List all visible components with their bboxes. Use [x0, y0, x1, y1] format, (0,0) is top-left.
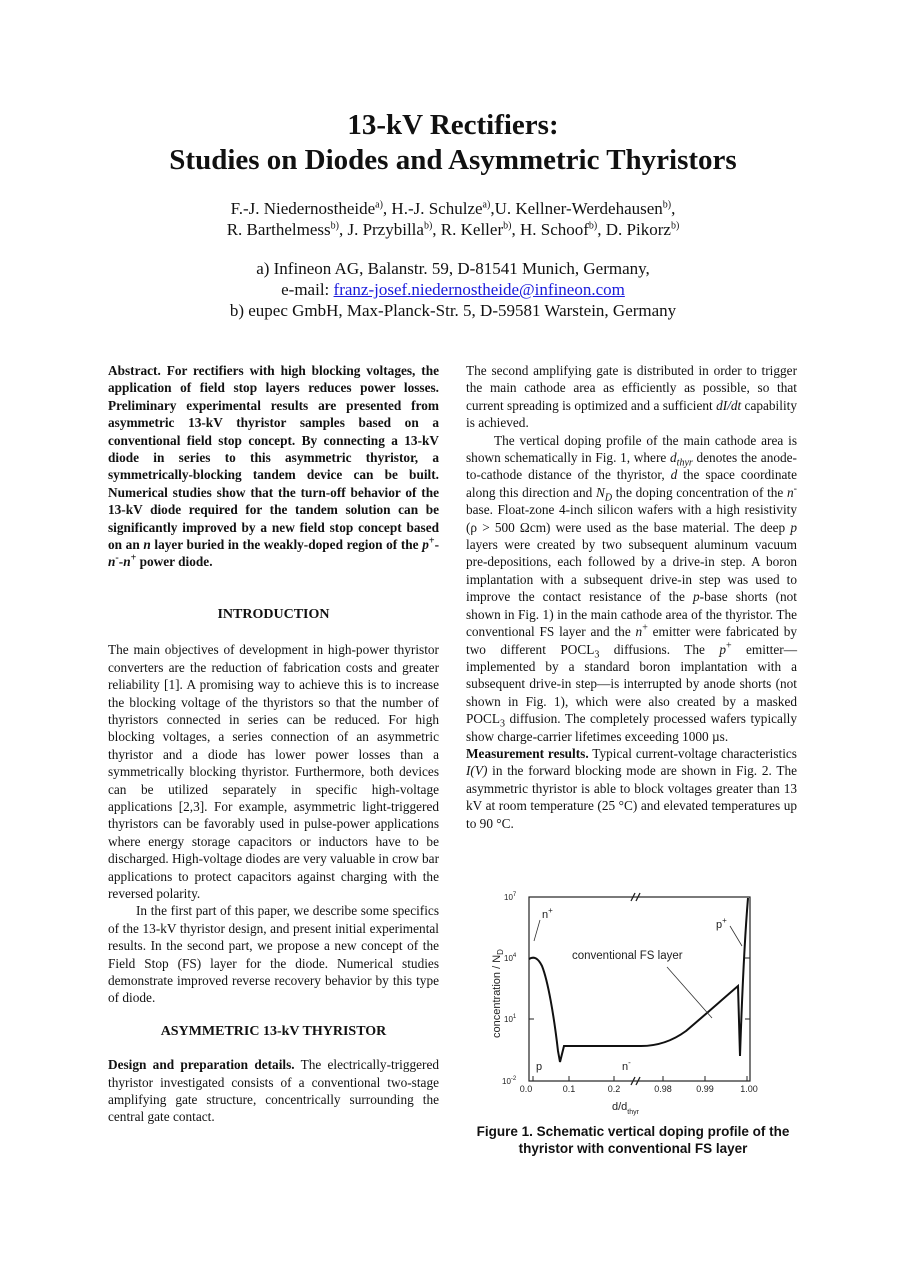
x-axis-label: $d/d_{thyr}$	[612, 1101, 639, 1116]
author-sep: ,	[511, 220, 520, 239]
author-sep: ,	[432, 220, 441, 239]
abstract-dev-sep: -	[118, 554, 124, 570]
math-symbol: d	[670, 467, 678, 483]
x-tick-2: 0.2	[607, 1084, 621, 1094]
measurement-label: Measurement results.	[466, 745, 589, 761]
abstract-dev-sup: +	[130, 553, 137, 565]
design-paragraph	[108, 1056, 439, 1126]
y-axis-label: concentration / $N_D$	[491, 949, 505, 1038]
authors-line2	[0, 219, 906, 240]
author-affil-mark: b)	[662, 199, 672, 211]
right-column	[466, 362, 797, 832]
author-sep: ,	[671, 199, 676, 218]
x-tick-marks	[533, 1076, 747, 1081]
design-label: Design and preparation details.	[108, 1057, 295, 1073]
body-text: emitter—implemented by a standard boron implantation with a subsequent drive-in step—is interrupted by anode shorts (not shown in Fig. 1), which were also created by a masked POCL	[466, 641, 797, 727]
region-labels	[536, 906, 727, 1073]
y-tick-label-1e7: $10^7$	[504, 892, 517, 902]
x-tick-5: 1.00	[740, 1084, 758, 1094]
introduction-heading: INTRODUCTION	[217, 606, 330, 622]
abstract-n-layer: n	[143, 537, 151, 553]
body-text: diffusion. The completely processed wafers typically show charge-carrier lifetimes exceeding 1000 µs.	[466, 711, 797, 744]
math-superscript: +	[725, 640, 732, 652]
abstract-dev: n	[123, 554, 131, 570]
label-n-plus: n+	[542, 906, 553, 921]
math-symbol: p	[693, 589, 700, 605]
abstract-dev-sep: -	[434, 537, 439, 553]
math-subscript: D	[604, 492, 613, 504]
label-n-minus: n-	[622, 1058, 631, 1073]
author-sep: ,	[490, 199, 495, 218]
math-symbol: n	[635, 624, 643, 640]
body-text: Typical current-voltage characteristics	[588, 745, 797, 761]
author-affil-mark: a)	[375, 199, 383, 211]
abstract-dev-sup: -	[115, 553, 119, 565]
math-symbol: N	[595, 484, 605, 500]
paper-title-line2: Studies on Diodes and Asymmetric Thyristors	[169, 144, 737, 176]
math-symbol: p	[790, 519, 797, 535]
author-name: H.-J. Schulze	[391, 199, 483, 218]
author-sep: ,	[382, 199, 392, 218]
body-text: emitter were fabricated by two different POCL	[466, 624, 797, 657]
author-name: F.-J. Niedernostheide	[230, 199, 376, 218]
x-tick-4: 0.99	[696, 1084, 714, 1094]
affiliation-b: b) eupec GmbH, Max-Planck-Str. 5, D-59581 Warstein, Germany	[229, 301, 677, 320]
author-affil-mark: a)	[482, 199, 491, 211]
email-label: e-mail:	[281, 280, 334, 299]
gate-paragraph	[466, 362, 797, 432]
math-symbol: n	[787, 484, 794, 500]
y-tick-label-1e4: $10^4$	[504, 953, 517, 963]
email-line	[0, 279, 906, 300]
body-text: the space coordinate along this direction and	[466, 467, 797, 500]
introduction-paragraph-2: In the first part of this paper, we describe some specifics of the 13-kV thyristor design, and present initial experimental results. In the second part, we propose a new concept of the Field Stop (FS) layer for the diode. Numerical studies demonstrate improved reverse recovery behavior by this type of diode.	[108, 903, 439, 1006]
y-tick-label-1e-2: $10^{-2}$	[502, 1076, 517, 1086]
label-fs-layer: conventional FS layer	[572, 950, 683, 962]
introduction-paragraph-1: The main objectives of development in high-power thyristor converters are the reduction of fabrication costs and greater reliability [1]. A promising way to achieve this is to increase the blocking voltage of the thyristors so that the number of thyristors connected in series can be reduced. For high blocking voltages, a series connection of an asymmetric thyristor and a diode has lower power losses than a symmetrically blocking thyristor. Furthermore, both devices can be utilized separately in specific high-voltage applications [2,3]. For example, asymmetric light-triggered thyristors can be favorably used in pulse-power applications where energy storage capacitors or inductors have to be discharged. High-voltage diodes are very valuable in crow bar applications to protect capacitors against charging with the reversed polarity.	[108, 642, 439, 901]
figure-1-doping-profile	[476, 886, 776, 1126]
author-affil-mark: b)	[588, 220, 598, 232]
abstract-dev-sup: +	[428, 535, 435, 547]
body-text: base. Float-zone 4-inch silicon wafers with a high resistivity (ρ > 500 Ωcm) were used as the base material. The deep	[466, 502, 797, 535]
abstract-text: power diode.	[136, 554, 213, 570]
body-text: capability is achieved.	[466, 397, 797, 431]
y-tick-labels	[502, 892, 517, 1086]
x-tick-labels	[520, 1084, 758, 1094]
math-superscript: +	[642, 622, 648, 634]
author-name: H. Schoof	[519, 220, 589, 239]
affiliation-a: a) Infineon AG, Balanstr. 59, D-81541 Munich, Germany,	[256, 259, 650, 278]
figure-1-caption: Figure 1. Schematic vertical doping profile of the thyristor with conventional FS layer	[476, 1124, 790, 1156]
abstract-dev: n	[108, 554, 116, 570]
doping-paragraph	[466, 432, 797, 745]
author-name: U. Kellner-Werdehausen	[494, 199, 663, 218]
authors-line1	[0, 198, 906, 219]
email-link[interactable]: franz-josef.niedernostheide@infineon.com	[333, 280, 625, 299]
author-name: D. Pikorz	[605, 220, 671, 239]
abstract-text: layer buried in the weakly-doped region of the	[150, 537, 423, 553]
chem-subscript: 3	[500, 718, 505, 730]
didt-symbol: dI/dt	[716, 397, 742, 413]
abstract-label: Abstract.	[108, 363, 161, 378]
body-text: The second amplifying gate is distributed in order to trigger the main cathode area as efficiently as possible, so that current spreading is optimized and a sufficient	[466, 363, 797, 413]
author-affil-mark: b)	[670, 220, 680, 232]
abstract-text: For rectifiers with high blocking voltages, the application of field stop layers reduces power losses. Preliminary experimental results are presented from asymmetric 13-kV thyristor samples based on a conventional field stop concept. By connecting a 13-kV diode in series to this asymmetric thyristor, a symmetrically-blocking tandem device can be built. Numerical studies show that the turn-off behavior of the 13-kV diode required for the tandem solution can be significantly improved by a new field stop concept based on an	[108, 363, 439, 553]
x-tick-3: 0.98	[654, 1084, 672, 1094]
body-text: layers were created by two subsequent aluminum vacuum pre-depositions, each followed by a drive-in step. A boron implantation with a subsequent drive-in step was used to improve the contact resistance of the	[466, 537, 797, 605]
author-sep: ,	[338, 220, 348, 239]
body-text: denotes the anode-to-cathode distance of the thyristor,	[466, 450, 797, 483]
body-text: diffusions. The	[599, 641, 720, 657]
abstract	[108, 362, 439, 571]
body-text: -base shorts (not shown in Fig. 1) in the main cathode area of the thyristor. The conventional FS layer and the	[466, 589, 797, 640]
author-name: J. Przybilla	[347, 220, 424, 239]
paper-title-line1: 13-kV Rectifiers:	[347, 109, 559, 141]
body-text: The vertical doping profile of the main cathode area is shown schematically in Fig. 1, where	[466, 432, 797, 466]
author-name: R. Keller	[440, 220, 504, 239]
author-affil-mark: b)	[503, 220, 512, 232]
math-symbol: I(V)	[466, 763, 488, 779]
abstract-dev: p	[422, 537, 429, 553]
math-symbol: p	[719, 641, 726, 657]
author-affil-mark: b)	[423, 220, 433, 232]
body-text: in the forward blocking mode are shown in Fig. 2. The asymmetric thyristor is able to block voltages greater than 13 kV at room temperature (25 °C) and elevated temperatures up to 90 °C.	[466, 763, 797, 831]
x-tick-1: 0.1	[562, 1084, 576, 1094]
author-sep: ,	[597, 220, 606, 239]
axis-break-marks	[631, 893, 640, 1085]
math-symbol: d	[670, 450, 677, 466]
math-superscript: -	[793, 483, 797, 495]
math-subscript: thyr	[676, 457, 693, 469]
author-affil-mark: b)	[330, 220, 339, 232]
x-tick-0: 0.0	[519, 1084, 533, 1094]
left-column	[108, 362, 439, 1126]
chem-subscript: 3	[594, 649, 600, 661]
body-text: the doping concentration of the	[612, 484, 787, 500]
label-p: p	[536, 1061, 543, 1073]
author-name: R. Barthelmess	[226, 220, 331, 239]
annotation-leaders	[534, 920, 742, 1018]
thyristor-section-heading: ASYMMETRIC 13-kV THYRISTOR	[160, 1023, 387, 1039]
label-p-plus: p+	[716, 916, 727, 931]
y-tick-label-1e1: $10^1$	[504, 1014, 517, 1024]
measurement-paragraph	[466, 745, 797, 832]
design-text: The electrically-triggered thyristor investigated consists of a conventional two-stage amplifying gate structure, concentrically surrounding the central gate contact.	[108, 1057, 440, 1125]
